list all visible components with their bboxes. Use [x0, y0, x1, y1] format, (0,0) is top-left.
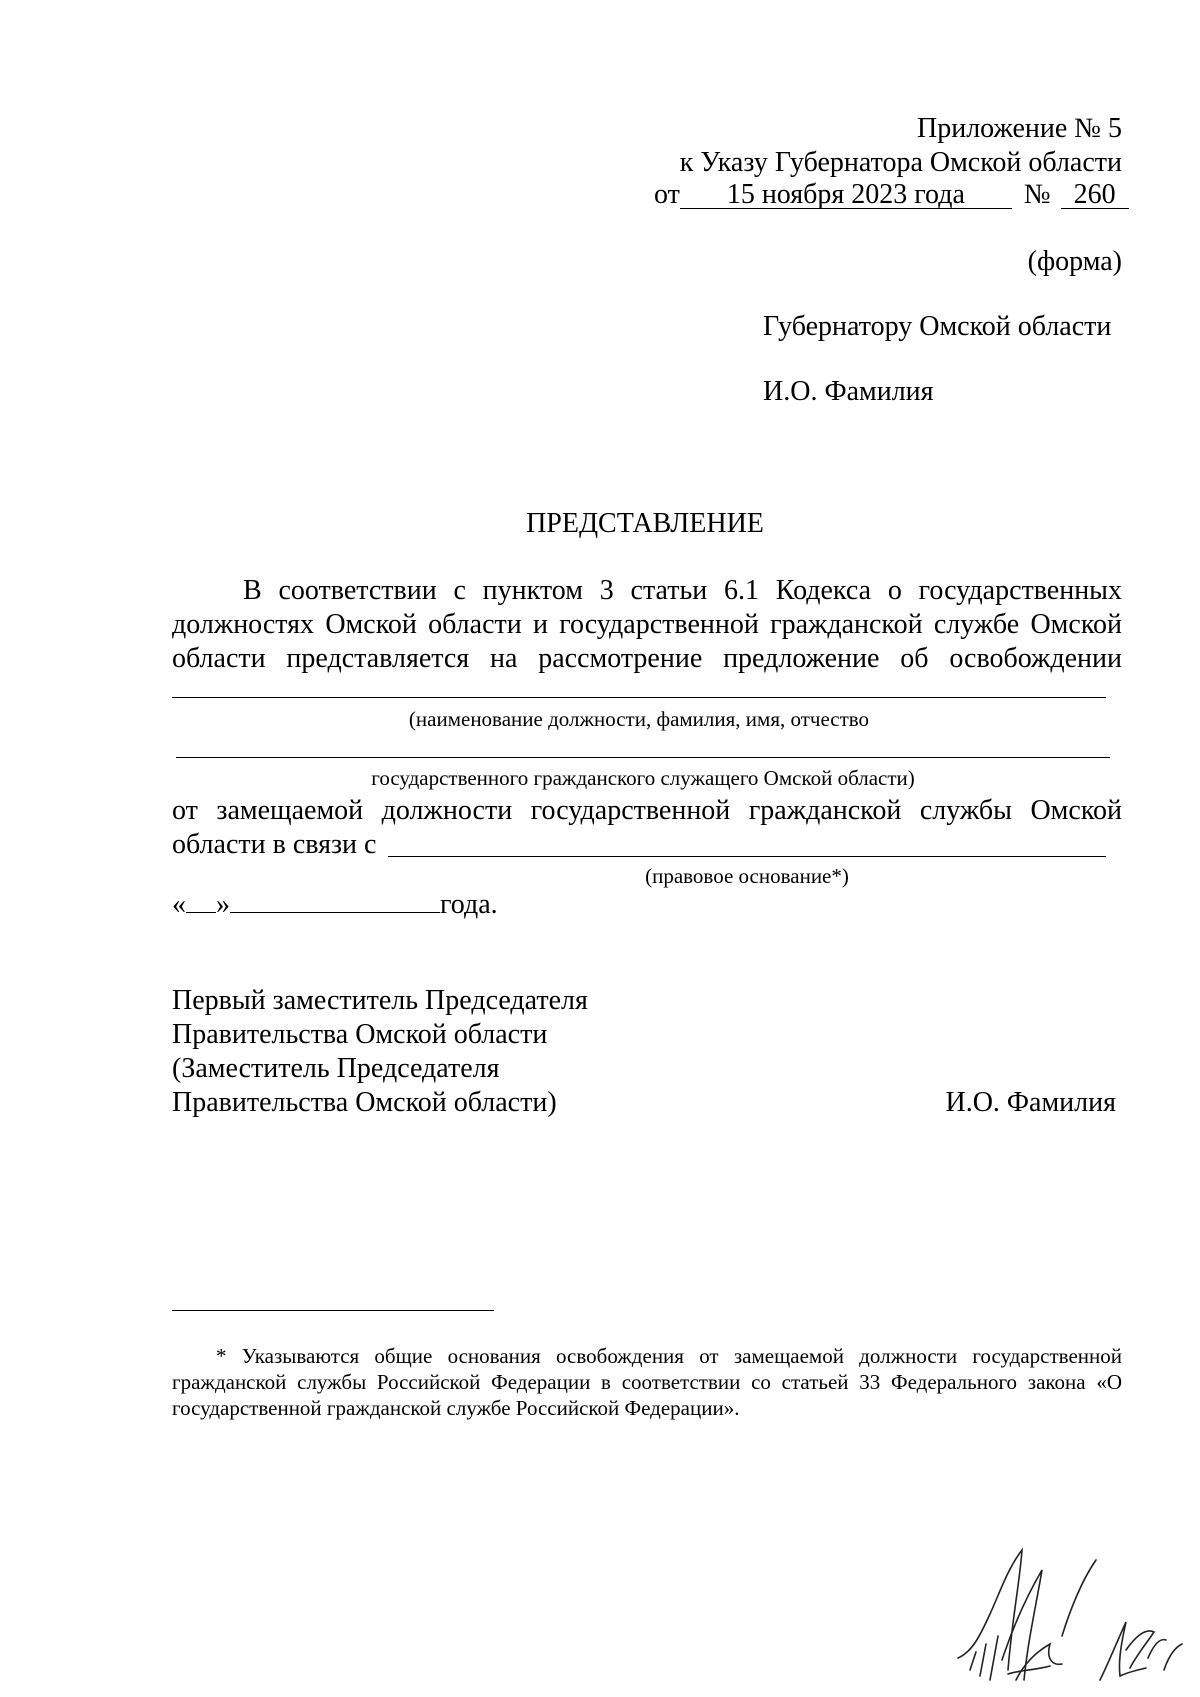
signer-position-line-3: (Заместитель Председателя — [172, 1053, 500, 1084]
signer-position-line-1: Первый заместитель Председателя — [172, 985, 588, 1016]
day-blank[interactable] — [186, 912, 216, 913]
form-label: (форма) — [1027, 246, 1122, 277]
hint-position-name: (наименование должности, фамилия, имя, отчество — [408, 707, 870, 731]
signer-position-line-4: Правительства Омской области) — [172, 1087, 557, 1118]
hint-legal-basis: (правовое основание*) — [645, 864, 849, 888]
body-paragraph — [172, 574, 1122, 676]
date-blank-row — [172, 888, 498, 922]
body-line-1: В соответствии с пунктом 3 статьи 6.1 Кодекса о государственных — [243, 575, 1122, 606]
month-blank[interactable] — [230, 912, 440, 913]
footnote-separator — [172, 1310, 494, 1311]
handwritten-initials-signature — [950, 1540, 1190, 1690]
year-suffix: года. — [440, 889, 498, 920]
decree-date-row — [654, 178, 1129, 212]
blank-line-legal-basis[interactable] — [388, 856, 1106, 857]
decree-reference: к Указу Губернатора Омской области — [679, 147, 1122, 178]
hint-civil-servant: государственного гражданского служащего Омской области) — [371, 766, 915, 790]
body-line-2: должностях Омской области и государственной гражданской службе Омской — [172, 609, 1122, 640]
body-line-4-wrap — [172, 794, 1122, 828]
date-open-quote: « — [172, 889, 186, 920]
blank-line-name-cont[interactable] — [176, 757, 1110, 758]
body-line-3: области представляется на рассмотрение предложение об освобождении — [172, 643, 1122, 674]
body-line-4: от замещаемой должности государственной гражданской службы Омской — [172, 795, 1122, 826]
body-line-5: области в связи с — [172, 829, 377, 860]
date-close-quote: » — [216, 889, 230, 920]
addressee-name: И.О. Фамилия — [763, 376, 934, 407]
date-prefix: от — [654, 179, 680, 210]
document-title: ПРЕДСТАВЛЕНИЕ — [526, 508, 764, 539]
appendix-label: Приложение № 5 — [917, 113, 1122, 144]
footnote-text: * Указываются общие основания освобождения от замещаемой должности государственной гражданской службы Российской Федерации в соответствии со статьей 33 Федерального закона «О государственной гражданской службе Российской Федерации». — [172, 1344, 1122, 1420]
signer-position-line-2: Правительства Омской области — [172, 1019, 548, 1050]
addressee-title: Губернатору Омской области — [763, 311, 1112, 342]
blank-line-position[interactable] — [172, 697, 1106, 698]
number-prefix: № — [1023, 179, 1051, 210]
decree-number: 260 — [1061, 182, 1129, 209]
signer-name: И.О. Фамилия — [945, 1087, 1116, 1118]
decree-date: 15 ноября 2023 года — [680, 182, 1012, 209]
